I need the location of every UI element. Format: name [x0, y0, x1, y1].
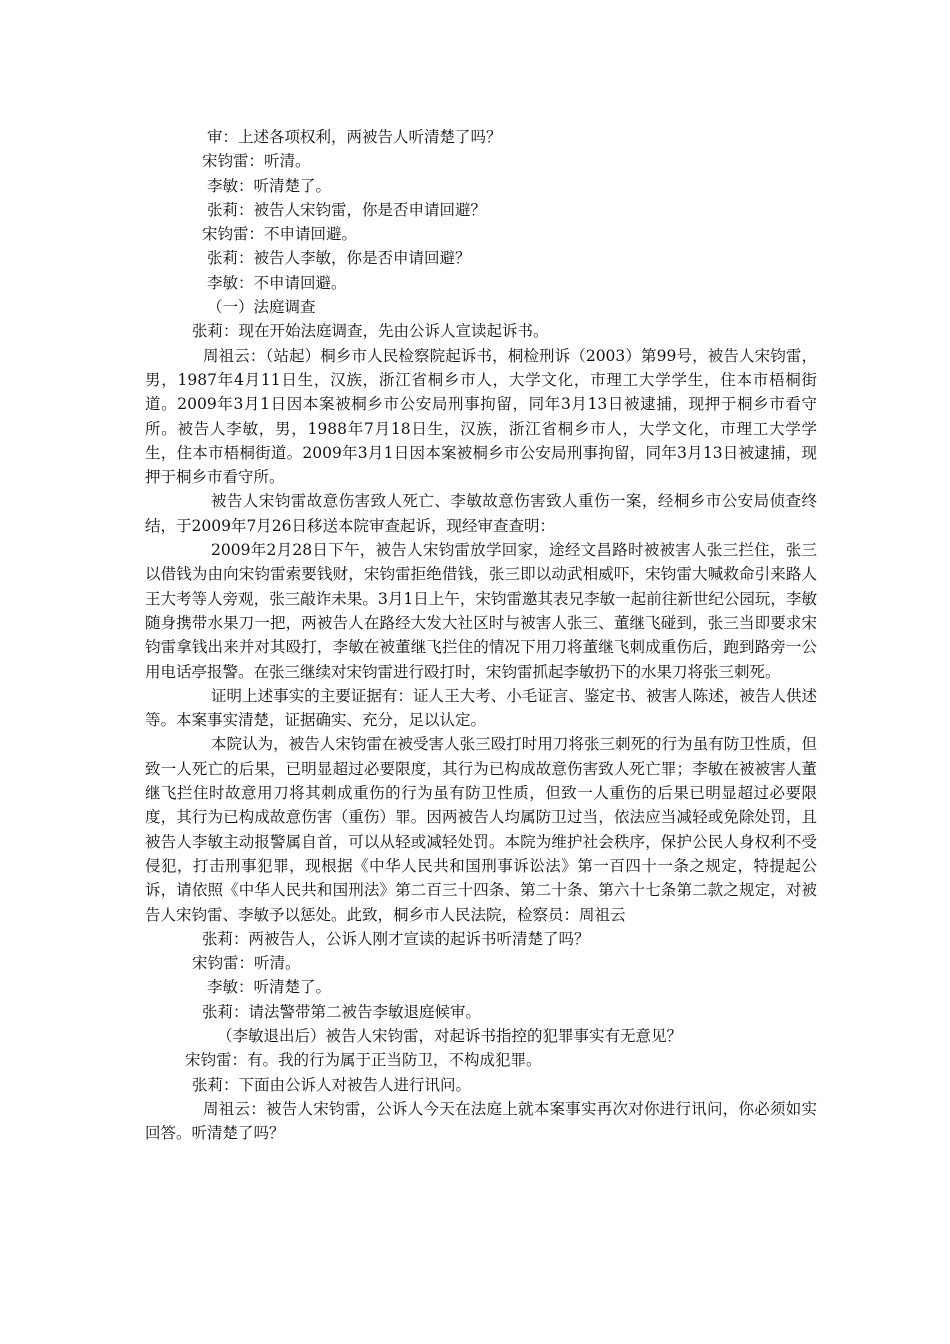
transcript-line: （李敏退出后）被告人宋钧雷，对起诉书指控的犯罪事实有无意见？ — [217, 1026, 683, 1045]
transcript-line: 张莉：两被告人，公诉人刚才宣读的起诉书听清楚了吗？ — [202, 929, 590, 948]
section-heading: （一）法庭调查 — [207, 298, 316, 317]
transcript-line: 宋钧雷：有。我的行为属于正当防卫，不构成犯罪。 — [185, 1051, 542, 1070]
indictment-paragraph: 本院认为，被告人宋钧雷在被受害人张三殴打时用刀将张三刺死的行为虽有防卫性质，但致一人死亡的后果，已明显超过必要限度，其行为已构成故意伤害致人死亡罪；李敏在被被害人董继飞拦住时故意用刀将其刺成重伤的行为虽有防卫性质，但致一人重伤的后果已明显超过必要限度，其行为已构成故意伤害（重伤）罪。因两被告人均属防卫过当，依法应当减轻或免除处罚，且被告人李敏主动报警属自首，可以从轻或减轻处罚。本院为维护社会秩序，保护公民人身权利不受侵犯，打击刑事犯罪，现根据《中华人民共和国刑事诉讼法》第一百四十一条之规定，特提起公诉，请依照《中华人民共和国刑法》第二百三十四条、第二十条、第六十七条第二款之规定，对被告人宋钧雷、李敏予以惩处。此致，桐乡市人民法院，检察员：周祖云 — [145, 735, 817, 924]
transcript-line: 宋钧雷：不申请回避。 — [202, 225, 358, 244]
transcript-line: 宋钧雷：听清。 — [202, 152, 311, 171]
transcript-line: 宋钧雷：听清。 — [192, 954, 301, 973]
transcript-line: 李敏：不申请回避。 — [207, 273, 347, 292]
transcript-line: 张莉：被告人宋钧雷，你是否申请回避？ — [207, 200, 487, 219]
transcript-body — [145, 125, 817, 1145]
indictment-paragraph: 被告人宋钧雷故意伤害致人死亡、李敏故意伤害致人重伤一案，经桐乡市公安局侦查终结，于2009年7月26日移送本院审查起诉，现经审查查明： — [145, 492, 817, 535]
indictment-paragraph: 2009年2月28日下午，被告人宋钧雷放学回家，途经文昌路时被被害人张三拦住，张三以借钱为由向宋钧雷索要钱财，宋钧雷拒绝借钱，张三即以动武相威吓，宋钧雷大喊救命引来路人王大考等人旁观，张三敲诈未果。3月1日上午，宋钧雷邀其表兄李敏一起前往新世纪公园玩，李敏随身携带水果刀一把，两被告人在路经大发大社区时与被害人张三、董继飞碰到，张三当即要求宋钧雷拿钱出来并对其殴打，李敏在被董继飞拦住的情况下用刀将董继飞刺成重伤后，跑到路旁一公用电话亭报警。在张三继续对宋钧雷进行殴打时，宋钧雷抓起李敏扔下的水果刀将张三刺死。 — [145, 541, 817, 681]
transcript-line: 张莉：现在开始法庭调查，先由公诉人宣读起诉书。 — [192, 322, 549, 341]
transcript-line: 张莉：下面由公诉人对被告人进行讯问。 — [192, 1075, 472, 1094]
indictment-paragraph: 周祖云：（站起）桐乡市人民检察院起诉书，桐检刑诉（2003）第99号，被告人宋钧雷，男，1987年4月11日生，汉族，浙江省桐乡市人，大学文化，市理工大学学生，住本市梧桐街道。2009年3月1日因本案被桐乡市公安局刑事拘留，同年3月13日被逮捕，现押于桐乡市看守所。被告人李敏，男，1988年7月18日生，汉族，浙江省桐乡市人，大学文化，市理工大学学生，住本市梧桐街道。2009年3月1日因本案被桐乡市公安局刑事拘留，同年3月13日被逮捕，现押于桐乡市看守所。 — [145, 346, 817, 487]
transcript-line: 张莉：被告人李敏，你是否申请回避？ — [207, 249, 471, 268]
transcript-paragraph: 周祖云：被告人宋钧雷，公诉人今天在法庭上就本案事实再次对你进行讯问，你必须如实回答。听清楚了吗？ — [145, 1099, 817, 1143]
indictment-paragraph: 证明上述事实的主要证据有：证人王大考、小毛证言、鉴定书、被害人陈述，被告人供述等。本案事实清楚，证据确实、充分，足以认定。 — [145, 686, 817, 730]
transcript-line: 张莉：请法警带第二被告李敏退庭候审。 — [202, 1002, 482, 1021]
transcript-line: 李敏：听清楚了。 — [207, 978, 332, 997]
transcript-line: 审：上述各项权利，两被告人听清楚了吗？ — [207, 128, 502, 146]
transcript-line: 李敏：听清楚了。 — [207, 176, 332, 195]
